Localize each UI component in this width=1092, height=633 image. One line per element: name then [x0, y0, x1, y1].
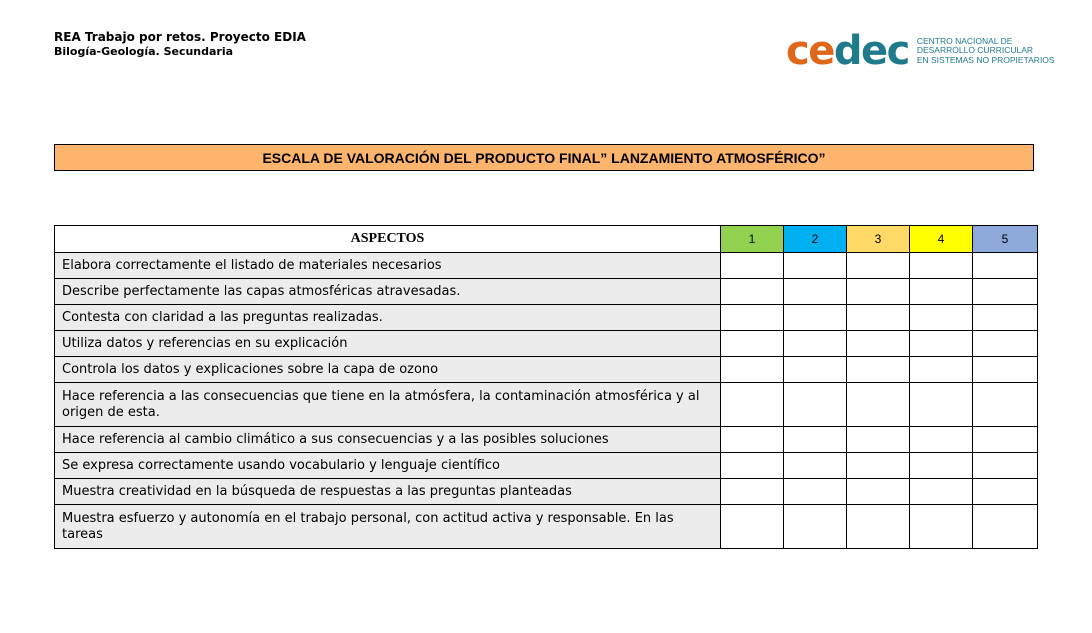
- level-header: 2: [784, 226, 847, 253]
- cedec-logo: [786, 30, 1055, 72]
- header-title: REA Trabajo por retos. Proyecto EDIA: [54, 30, 306, 44]
- rating-cell[interactable]: [910, 357, 973, 383]
- rating-cell[interactable]: [847, 505, 910, 549]
- rating-cell[interactable]: [910, 427, 973, 453]
- logo-word-part1: ce: [786, 28, 834, 74]
- rating-cell[interactable]: [721, 505, 784, 549]
- rating-cell[interactable]: [910, 253, 973, 279]
- table-row: [55, 383, 1038, 427]
- aspect-text: Se expresa correctamente usando vocabulario y lenguaje científico: [55, 453, 721, 479]
- rating-cell[interactable]: [784, 453, 847, 479]
- aspects-column-header: ASPECTOS: [55, 226, 721, 253]
- rating-cell[interactable]: [910, 505, 973, 549]
- table-row: [55, 505, 1038, 549]
- scale-title-banner: [54, 144, 1034, 171]
- rating-cell[interactable]: [721, 357, 784, 383]
- rating-cell[interactable]: [973, 331, 1038, 357]
- scale-title: ESCALA DE VALORACIÓN DEL PRODUCTO FINAL” LANZAMIENTO ATMOSFÉRICO”: [262, 149, 826, 166]
- rating-cell[interactable]: [973, 253, 1038, 279]
- table-row: [55, 331, 1038, 357]
- rating-cell[interactable]: [784, 479, 847, 505]
- rating-cell[interactable]: [784, 279, 847, 305]
- logo-wordmark: [786, 28, 909, 74]
- table-row: [55, 305, 1038, 331]
- rating-cell[interactable]: [784, 505, 847, 549]
- rating-cell[interactable]: [721, 479, 784, 505]
- rating-cell[interactable]: [721, 279, 784, 305]
- rating-cell[interactable]: [910, 453, 973, 479]
- rating-cell[interactable]: [721, 331, 784, 357]
- rating-cell[interactable]: [910, 383, 973, 427]
- level-header: 1: [721, 226, 784, 253]
- level-header: 3: [847, 226, 910, 253]
- table-row: [55, 253, 1038, 279]
- level-header: 5: [973, 226, 1038, 253]
- rating-cell[interactable]: [847, 305, 910, 331]
- table-header-row: [55, 226, 1038, 253]
- logo-sub-line: EN SISTEMAS NO PROPIETARIOS: [916, 54, 1055, 65]
- aspect-text: Elabora correctamente el listado de materiales necesarios: [55, 253, 721, 279]
- table-row: [55, 427, 1038, 453]
- aspect-text: Contesta con claridad a las preguntas realizadas.: [55, 305, 721, 331]
- rating-cell[interactable]: [721, 453, 784, 479]
- aspect-text: Utiliza datos y referencias en su explicación: [55, 331, 721, 357]
- table-row: [55, 453, 1038, 479]
- rating-cell[interactable]: [721, 427, 784, 453]
- level-header: 4: [910, 226, 973, 253]
- rating-cell[interactable]: [784, 331, 847, 357]
- logo-word-part2: dec: [833, 28, 909, 74]
- rating-cell[interactable]: [973, 427, 1038, 453]
- aspect-text: Controla los datos y explicaciones sobre la capa de ozono: [55, 357, 721, 383]
- table-row: [55, 357, 1038, 383]
- table-row: [55, 279, 1038, 305]
- rating-cell[interactable]: [784, 357, 847, 383]
- logo-sub-line: DESARROLLO CURRICULAR: [916, 45, 1034, 56]
- rating-cell[interactable]: [784, 427, 847, 453]
- aspect-text: Hace referencia a las consecuencias que tiene en la atmósfera, la contaminación atmosférica y al origen de esta.: [55, 383, 721, 427]
- rating-scale-table: [54, 225, 1038, 549]
- rating-cell[interactable]: [973, 383, 1038, 427]
- rating-cell[interactable]: [910, 305, 973, 331]
- rating-cell[interactable]: [973, 279, 1038, 305]
- rating-cell[interactable]: [910, 331, 973, 357]
- rating-cell[interactable]: [973, 305, 1038, 331]
- rating-cell[interactable]: [847, 331, 910, 357]
- rating-cell[interactable]: [721, 253, 784, 279]
- rating-cell[interactable]: [973, 479, 1038, 505]
- rating-cell[interactable]: [721, 383, 784, 427]
- aspect-text: Describe perfectamente las capas atmosféricas atravesadas.: [55, 279, 721, 305]
- rating-cell[interactable]: [721, 305, 784, 331]
- header-subtitle: Bilogía-Geología. Secundaria: [54, 45, 234, 58]
- rating-cell[interactable]: [847, 479, 910, 505]
- rating-cell[interactable]: [847, 383, 910, 427]
- aspect-text: Muestra creatividad en la búsqueda de respuestas a las preguntas planteadas: [55, 479, 721, 505]
- rating-cell[interactable]: [847, 279, 910, 305]
- rating-cell[interactable]: [847, 357, 910, 383]
- rating-cell[interactable]: [973, 357, 1038, 383]
- rating-cell[interactable]: [847, 427, 910, 453]
- logo-subtitle: [917, 37, 1055, 66]
- rating-cell[interactable]: [910, 479, 973, 505]
- rating-cell[interactable]: [784, 383, 847, 427]
- logo-sub-line: CENTRO NACIONAL DE: [916, 35, 1013, 46]
- rating-cell[interactable]: [973, 505, 1038, 549]
- aspect-text: Muestra esfuerzo y autonomía en el trabajo personal, con actitud activa y responsable. En las tareas: [55, 505, 721, 549]
- table-row: [55, 479, 1038, 505]
- aspect-text: Hace referencia al cambio climático a sus consecuencias y a las posibles soluciones: [55, 427, 721, 453]
- rating-cell[interactable]: [973, 453, 1038, 479]
- rating-cell[interactable]: [847, 453, 910, 479]
- rating-cell[interactable]: [784, 305, 847, 331]
- rating-cell[interactable]: [910, 279, 973, 305]
- rating-cell[interactable]: [784, 253, 847, 279]
- rating-cell[interactable]: [847, 253, 910, 279]
- document-header: [54, 30, 306, 59]
